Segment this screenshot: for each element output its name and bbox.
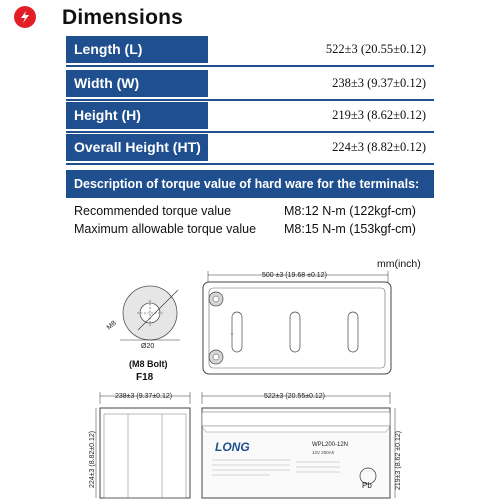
spec-label: Height (H)	[66, 102, 208, 129]
terminal-thread-label: M8	[105, 319, 118, 332]
model-sub-label: 12V 200Ah	[312, 450, 335, 455]
page-title: Dimensions	[62, 6, 184, 29]
terminal-detail	[106, 286, 180, 383]
spec-label: Overall Height (HT)	[66, 134, 208, 161]
torque-value: M8:15 N-m (153kgf-cm)	[284, 222, 416, 236]
terminal-diameter-label: Ø20	[141, 343, 155, 350]
torque-label: Maximum allowable torque value	[74, 222, 257, 236]
spec-value: 522±3 (20.55±0.12)	[325, 42, 426, 56]
model-label: WPL200-12N	[312, 442, 349, 448]
terminal-bolt-label: (M8 Bolt)	[129, 359, 168, 369]
side-view-width	[89, 392, 190, 498]
side-height-right-label: 219±3 (8.62 ±0.12)	[395, 430, 402, 490]
top-view	[203, 271, 391, 374]
terminal-code: F18	[136, 372, 154, 383]
brand-logo: LONG	[215, 440, 250, 454]
side-width-label: 238±3 (9.37±0.12)	[115, 393, 173, 400]
side-length-label: 522±3 (20.55±0.12)	[264, 393, 326, 400]
torque-value: M8:12 N-m (122kgf-cm)	[284, 204, 416, 218]
front-view	[202, 392, 402, 498]
spec-value: 219±3 (8.62±0.12)	[332, 108, 426, 122]
spec-value: 224±3 (8.82±0.12)	[332, 140, 426, 154]
torque-banner: Description of torque value of hard ware for the terminals:	[66, 170, 434, 198]
spec-value: 238±3 (9.37±0.12)	[332, 76, 426, 90]
torque-label: Recommended torque value	[74, 204, 232, 218]
spec-label: Width (W)	[66, 70, 208, 97]
recycle-label: Pb	[362, 481, 372, 490]
top-length-label: 500 ±3 (19.68 ±0.12)	[262, 272, 327, 279]
spec-label: Length (L)	[66, 36, 208, 63]
side-height-left-label: 224±3 (8.82±0.12)	[89, 430, 96, 488]
unit-label: mm(inch)	[377, 258, 421, 270]
